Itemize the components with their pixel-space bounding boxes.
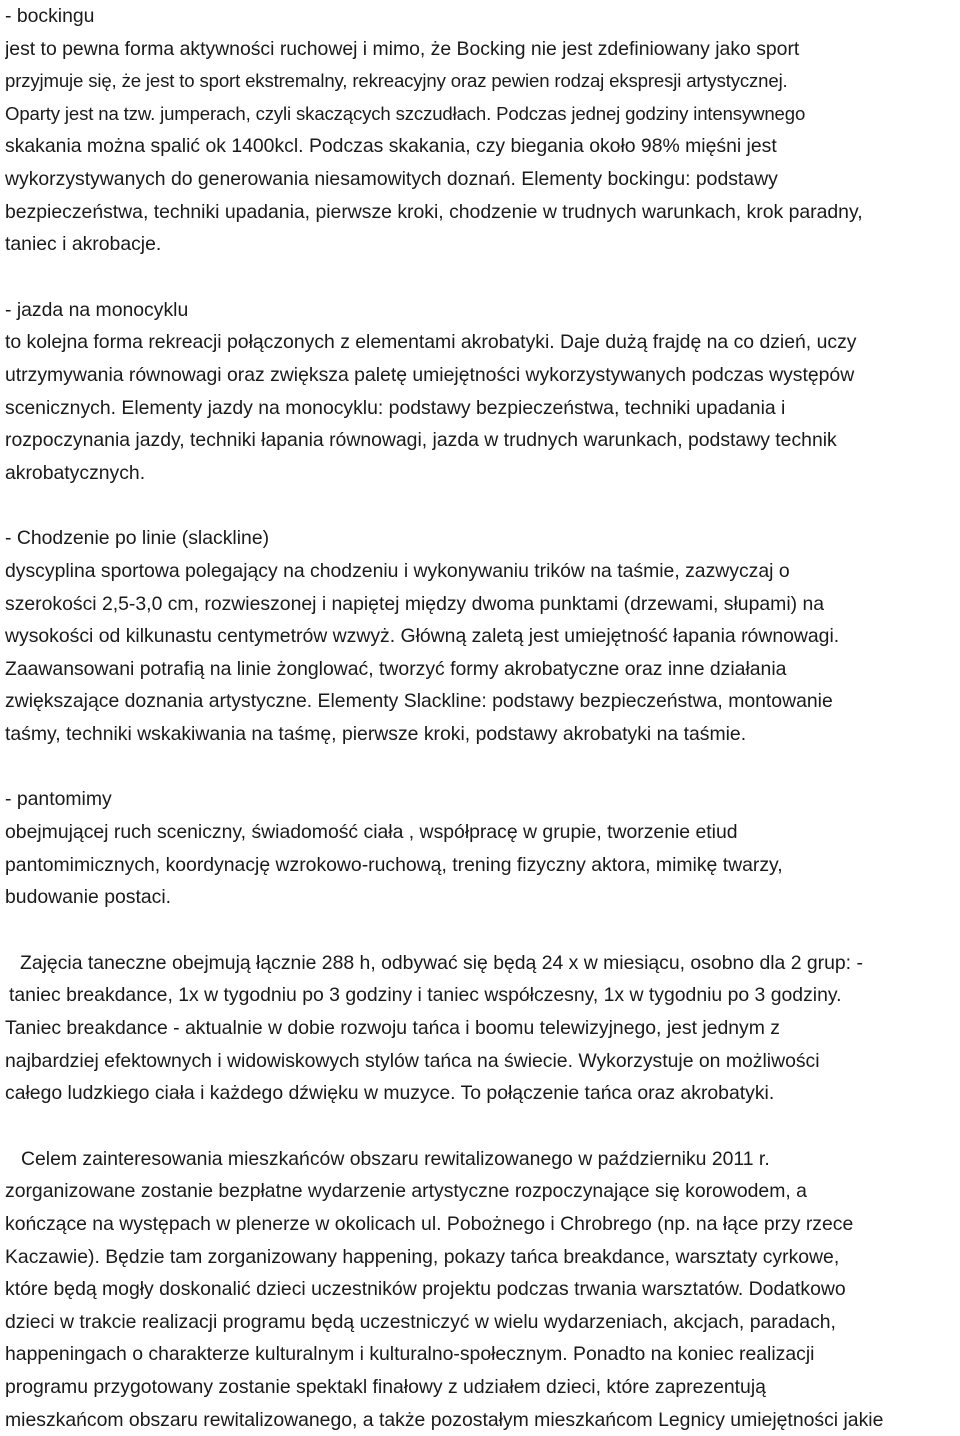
text-line: szerokości 2,5-3,0 cm, rozwieszonej i napiętej między dwoma punktami (drzewami, słupami) na (5, 592, 825, 615)
text-line: budowanie postaci. (5, 886, 172, 909)
section-monocycle (5, 294, 957, 490)
text-line: dzieci w trakcie realizacji programu będą uczestniczyć w wielu wydarzeniach, akcjach, paradach, (5, 1310, 836, 1333)
section-bocking (5, 0, 957, 261)
text-line: Kaczawie). Będzie tam zorganizowany happening, pokazy tańca breakdance, warsztaty cyrkowe, (5, 1245, 840, 1268)
text-line: happeningach o charakterze kulturalnym i kulturalno-społecznym. Ponadto na koniec realizacji (5, 1343, 815, 1366)
section-heading: - bockingu (5, 5, 95, 27)
paragraph-gap (5, 750, 957, 783)
text-line: skakania można spalić ok 1400kcl. Podczas skakania, czy biegania około 98% mięśni jest (5, 135, 777, 158)
text-line: zorganizowane zostanie bezpłatne wydarzenie artystyczne rozpoczynające się korowodem, a (5, 1180, 807, 1203)
text-line: najbardziej efektownych i widowiskowych stylów tańca na świecie. Wykorzystuje on możliwości (5, 1049, 820, 1072)
text-line: zwiększające doznania artystyczne. Elementy Slackline: podstawy bezpieczeństwa, montowanie (5, 690, 833, 713)
text-line: utrzymywania równowagi oraz zwiększa paletę umiejętności wykorzystywanych podczas występów (5, 363, 855, 386)
paragraph-gap (5, 261, 957, 294)
text-line: przyjmuje się, że jest to sport ekstremalny, rekreacyjny oraz pewien rodzaj ekspresji artystycznej. (5, 70, 788, 92)
section-heading: - jazda na monocyklu (5, 298, 189, 321)
text-line: dyscyplina sportowa polegający na chodzeniu i wykonywaniu trików na taśmie, zazwyczaj o (5, 559, 790, 582)
text-line: jest to pewna forma aktywności ruchowej i mimo, że Bocking nie jest zdefiniowany jako sport (5, 37, 800, 60)
dance-paragraph (5, 947, 957, 1110)
text-line: Celem zainteresowania mieszkańców obszaru rewitalizowanego w październiku 2011 r. (21, 1147, 770, 1170)
text-line: które będą mogły doskonalić dzieci uczestników projektu podczas trwania warsztatów. Dodatkowo (5, 1278, 846, 1301)
text-line: Oparty jest na tzw. jumperach, czyli skaczących szczudłach. Podczas jednej godziny intensywnego (5, 102, 806, 124)
section-heading: - Chodzenie po linie (slackline) (5, 527, 270, 550)
text-line: wysokości od kilkunastu centymetrów wzwyż. Główną zaletą jest umiejętność łapania równowagi. (5, 625, 840, 648)
text-line: programu przygotowany zostanie spektakl finałowy z udziałem dzieci, które zaprezentują (5, 1375, 766, 1398)
document-page (5, 0, 957, 1436)
text-line: obejmującej ruch sceniczny, świadomość ciała , współpracę w grupie, tworzenie etiud (5, 821, 738, 844)
text-line: Zajęcia taneczne obejmują łącznie 288 h, odbywać się będą 24 x w miesiącu, osobno dla 2 grup: - (20, 951, 863, 974)
text-line: Taniec breakdance - aktualnie w dobie rozwoju tańca i boomu telewizyjnego, jest jednym z (5, 1017, 780, 1040)
text-line: pantomimicznych, koordynację wzrokowo-ruchową, trening fizyczny aktora, mimikę twarzy, (5, 853, 783, 876)
text-line: kończące na występach w plenerze w okolicach ul. Pobożnego i Chrobrego (np. na łące przy rzece (5, 1213, 854, 1235)
event-paragraph (5, 1143, 957, 1436)
text-line: wykorzystywanych do generowania niesamowitych doznań. Elementy bockingu: podstawy (5, 167, 778, 190)
text-line: scenicznych. Elementy jazdy na monocyklu: podstawy bezpieczeństwa, techniki upadania i (5, 396, 786, 419)
text-line: akrobatycznych. (5, 461, 146, 484)
text-line: rozpoczynania jazdy, techniki łapania równowagi, jazda w trudnych warunkach, podstawy technik (5, 429, 837, 452)
section-slackline (5, 522, 957, 750)
text-line: całego ludzkiego ciała i każdego dźwięku w muzyce. To połączenie tańca oraz akrobatyki. (5, 1082, 775, 1105)
text-line: to kolejna forma rekreacji połączonych z elementami akrobatyki. Daje dużą frajdę na co dzień, uczy (5, 331, 857, 354)
paragraph-gap (5, 914, 957, 947)
text-line: taniec breakdance, 1x w tygodniu po 3 godziny i taniec współczesny, 1x w tygodniu po 3 godziny. (9, 984, 842, 1007)
section-pantomime (5, 783, 957, 913)
paragraph-gap (5, 489, 957, 522)
text-line: bezpieczeństwa, techniki upadania, pierwsze kroki, chodzenie w trudnych warunkach, krok paradny, (5, 200, 863, 223)
text-line: taniec i akrobacje. (5, 233, 162, 256)
text-line: taśmy, techniki wskakiwania na taśmę, pierwsze kroki, podstawy akrobatyki na taśmie. (5, 722, 747, 745)
text-line: mieszkańcom obszaru rewitalizowanego, a także pozostałym mieszkańcom Legnicy umiejętności jakie (5, 1408, 884, 1431)
paragraph-gap (5, 1110, 957, 1143)
section-heading: - pantomimy (5, 788, 112, 811)
text-line: Zaawansowani potrafią na linie żonglować, tworzyć formy akrobatyczne oraz inne działania (5, 657, 787, 680)
